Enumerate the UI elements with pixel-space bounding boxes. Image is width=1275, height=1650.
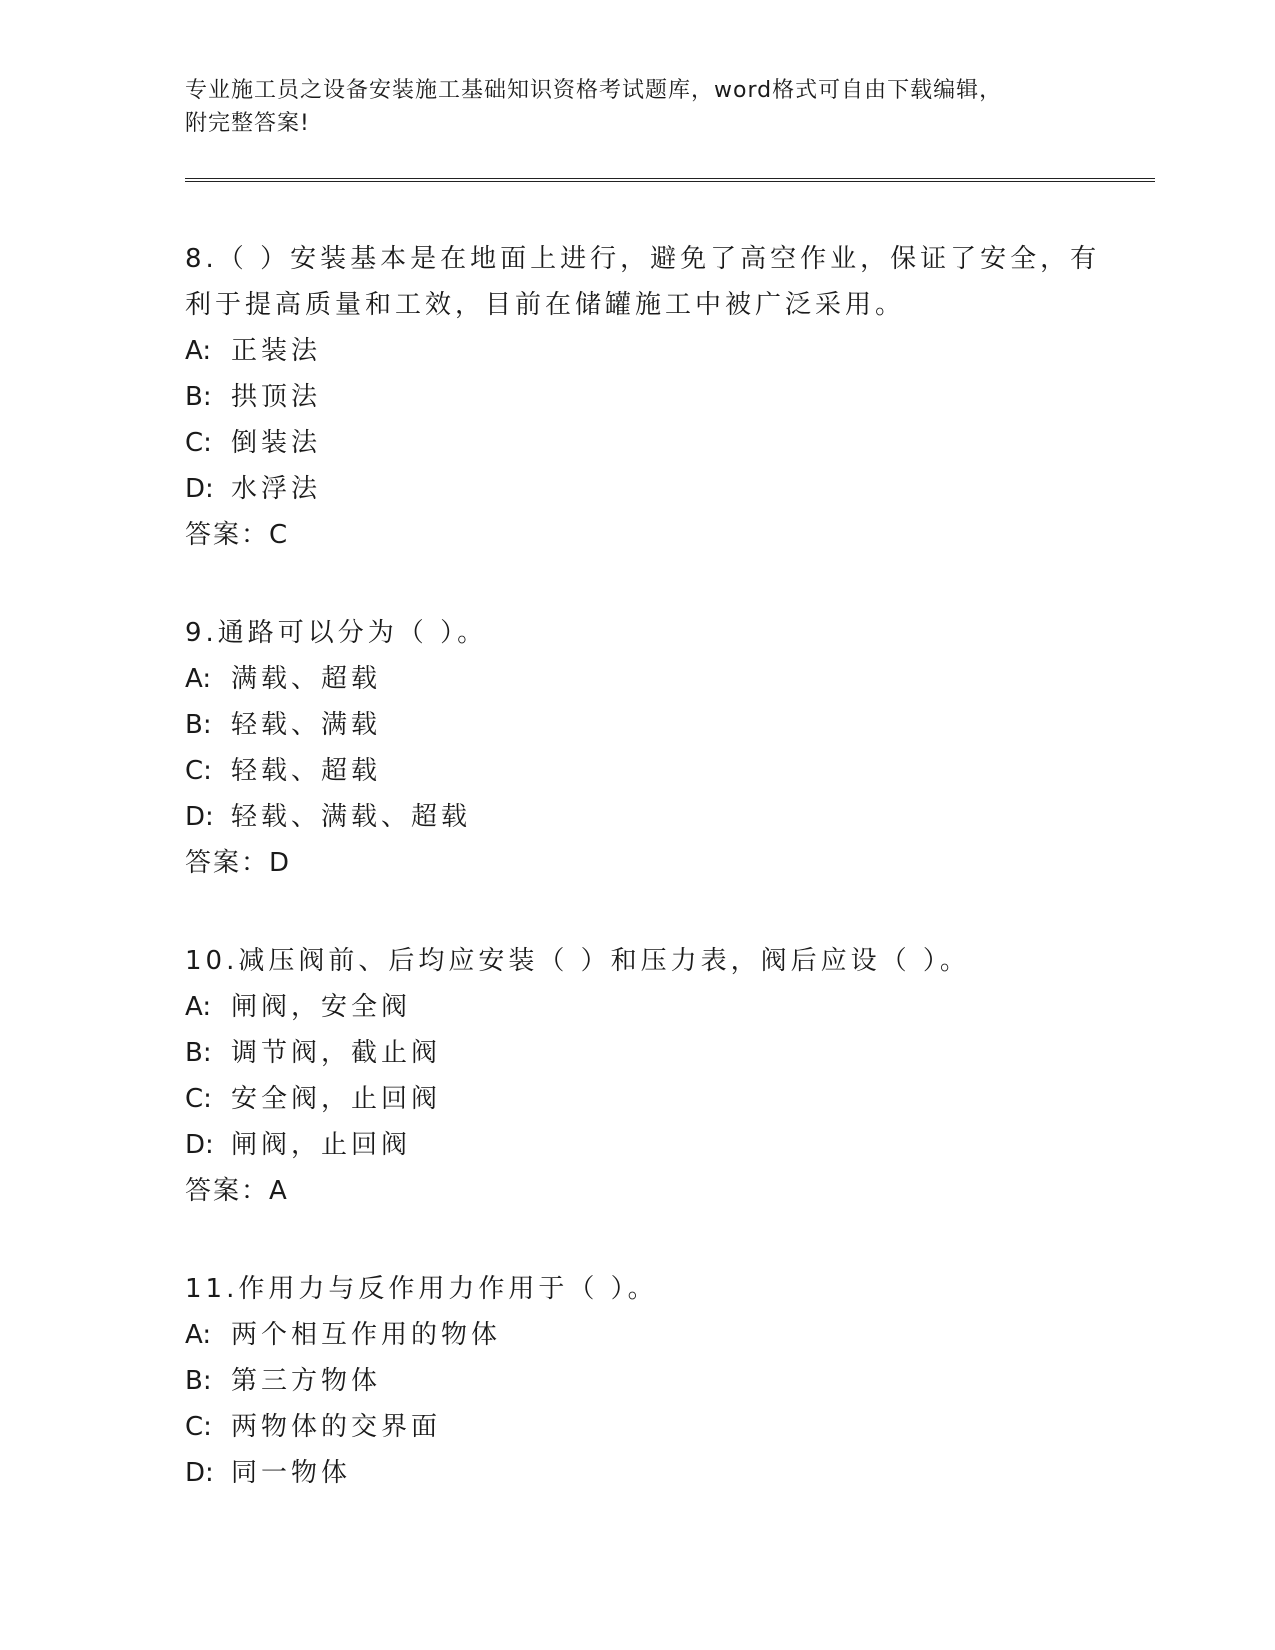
header-line-1: 专业施工员之设备安装施工基础知识资格考试题库，word格式可自由下载编辑， [185,78,1003,103]
option-key: D: [185,474,214,504]
option-a [185,656,1105,702]
question-stem: 10.减压阀前、后均应安装（ ）和压力表，阀后应设（ ）。 [185,946,970,976]
option-text: 第三方物体 [231,1366,382,1396]
option-key: C: [185,756,212,786]
option-key: A: [185,992,212,1022]
option-text: 水浮法 [231,474,322,504]
answer-line: 答案：C [185,520,290,550]
option-text: 轻载、满载 [231,710,382,740]
option-key: A: [185,1320,212,1350]
option-key: D: [185,1458,214,1488]
answer-line: 答案：A [185,1176,289,1206]
option-text: 闸阀，安全阀 [231,992,412,1022]
option-key: C: [185,1084,212,1114]
option-b [185,374,1105,420]
option-key: B: [185,1366,212,1396]
option-key: A: [185,664,212,694]
option-text: 轻载、超载 [231,756,382,786]
question-stem-continued: 利于提高质量和工效，目前在储罐施工中被广泛采用。 [185,290,906,320]
option-text: 闸阀，止回阀 [231,1130,412,1160]
question-stem: 8.（ ）安装基本是在地面上进行，避免了高空作业，保证了安全，有 [185,244,1101,274]
option-key: D: [185,1130,214,1160]
question-stem: 9.通路可以分为（ ）。 [185,618,488,648]
option-text: 轻载、满载、超载 [231,802,472,832]
option-text: 两个相互作用的物体 [231,1320,502,1350]
option-text: 同一物体 [231,1458,352,1488]
option-text: 调节阀，截止阀 [231,1038,442,1068]
answer-line: 答案：D [185,848,292,878]
header-divider [185,178,1155,182]
option-text: 正装法 [231,336,322,366]
option-c [185,748,1105,794]
option-key: B: [185,710,212,740]
option-a [185,984,1105,1030]
option-key: C: [185,1412,212,1442]
option-c [185,1076,1105,1122]
question-8 [185,236,1105,558]
option-d [185,1122,1105,1168]
option-key: D: [185,802,214,832]
option-key: A: [185,336,212,366]
option-text: 拱顶法 [231,382,322,412]
option-d [185,466,1105,512]
question-stem: 11.作用力与反作用力作用于（ ）。 [185,1274,658,1304]
question-11 [185,1266,1105,1496]
option-key: B: [185,1038,212,1068]
option-a [185,328,1105,374]
question-10 [185,938,1105,1214]
option-b [185,1358,1105,1404]
question-9 [185,610,1105,886]
option-d [185,1450,1105,1496]
option-text: 两物体的交界面 [231,1412,442,1442]
option-key: C: [185,428,212,458]
option-b [185,1030,1105,1076]
document-header [185,74,1085,140]
header-line-2: 附完整答案! [185,111,310,136]
option-text: 满载、超载 [231,664,382,694]
option-c [185,420,1105,466]
option-a [185,1312,1105,1358]
option-d [185,794,1105,840]
option-text: 安全阀，止回阀 [231,1084,442,1114]
option-b [185,702,1105,748]
option-key: B: [185,382,212,412]
question-list [185,236,1105,1548]
option-text: 倒装法 [231,428,322,458]
option-c [185,1404,1105,1450]
